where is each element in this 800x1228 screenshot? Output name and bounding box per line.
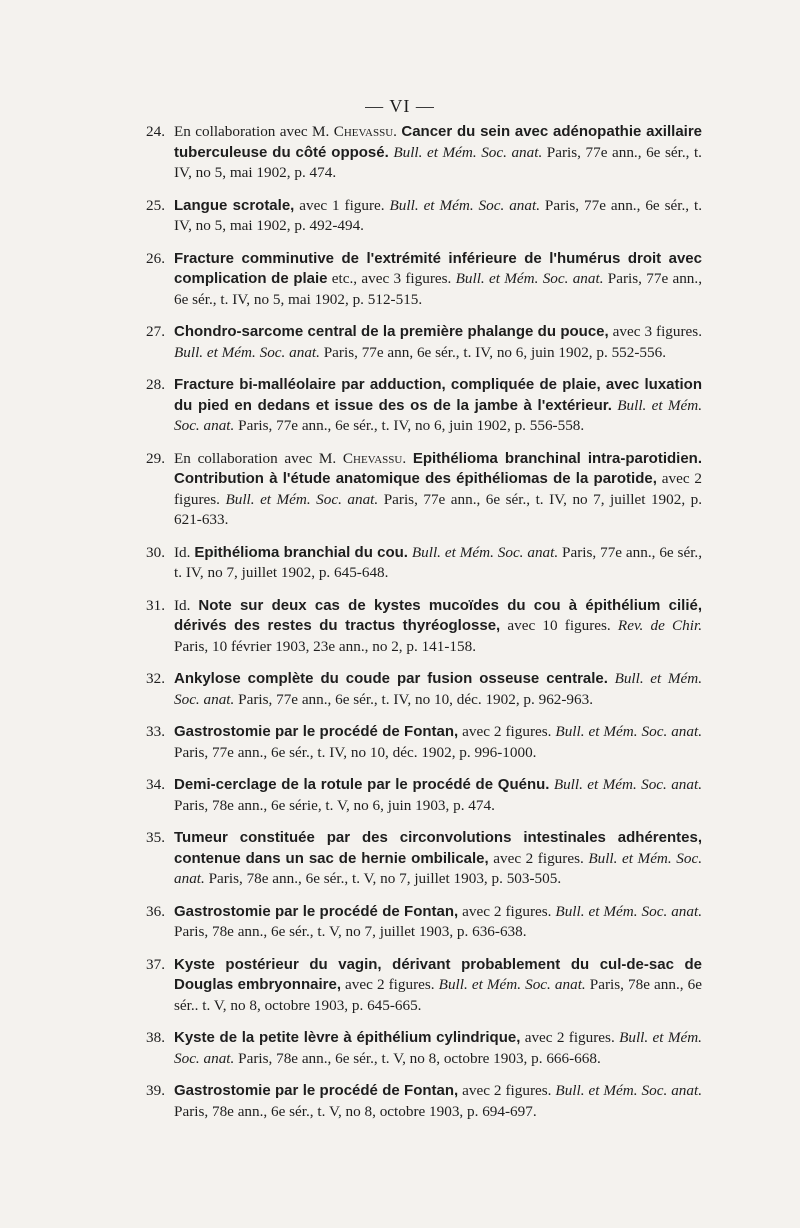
entry-note: avec 2 figures.: [488, 849, 589, 867]
entry-journal: Bull. et Mém. Soc. anat.: [174, 396, 702, 434]
bibliography-entry: [146, 322, 702, 363]
entry-lead: Id.: [174, 596, 199, 614]
entry-number: 27.: [146, 323, 165, 340]
bibliography-entry: [146, 775, 702, 816]
entry-details: Paris, 78e ann., 6e sér., t. V, no 7, juillet 1903, p. 503-505.: [204, 870, 562, 887]
entry-number: 33.: [146, 723, 165, 740]
bibliography-entry: [146, 955, 702, 1017]
entry-lead: Id.: [174, 543, 195, 561]
entry-title: Gastrostomie par le procédé de Fontan,: [174, 1082, 459, 1099]
entry-journal: Bull. et Mém. Soc. anat.: [555, 1082, 702, 1099]
entry-details: Paris, 78e ann., 6e sér.. t. V, no 8, octobre 1903, p. 645-665.: [174, 976, 702, 1014]
entry-number: 24.: [146, 123, 165, 140]
entry-lead: En collaboration avec M.: [174, 123, 334, 140]
entry-number: 28.: [146, 376, 165, 393]
bibliography-entry: [146, 375, 702, 437]
entry-details: Paris, 78e ann., 6e série, t. V, no 6, juin 1903, p. 474.: [174, 796, 495, 814]
entry-title: Chondro-sarcome central de la première phalange du pouce,: [174, 323, 609, 340]
entry-note: avec 2 figures.: [458, 723, 556, 740]
entry-lead: En collaboration avec M.: [174, 449, 343, 467]
bibliography-entry: [146, 543, 702, 584]
bibliography-entry: [146, 196, 702, 237]
entry-number: 37.: [146, 955, 165, 973]
entry-journal: Bull. et Mém. Soc. anat.: [225, 490, 379, 508]
entry-note: avec 3 figures.: [608, 323, 702, 340]
entry-title: Gastrostomie par le procédé de Fontan,: [174, 723, 459, 740]
entry-journal: Bull. et Mém. Soc. anat.: [555, 902, 702, 920]
entry-journal: Bull. et Mém. Soc. anat.: [411, 543, 559, 561]
entry-number: 36.: [146, 902, 165, 920]
entry-number: 31.: [146, 596, 165, 614]
entry-separator: .: [402, 449, 413, 467]
entry-title: Gastrostomie par le procédé de Fontan,: [174, 902, 459, 920]
entry-title: Tumeur constituée par des circonvolutions intestinales adhérentes, contenue dans un sac de hernie ombilicale,: [174, 829, 702, 867]
entry-note: avec 2 figures.: [458, 902, 556, 920]
entry-title: Epithélioma branchial du cou.: [194, 543, 408, 561]
bibliography-entry: [146, 249, 702, 311]
entry-details: Paris, 78e ann., 6e sér., t. V, no 7, juillet 1903, p. 636-638.: [174, 923, 527, 940]
entry-journal: Bull. et Mém. Soc. anat.: [393, 143, 543, 161]
entry-title: Ankylose complète du coude par fusion osseuse centrale.: [174, 670, 608, 687]
entry-details: Paris, 10 février 1903, 23e ann., no 2, p. 141-158.: [174, 637, 477, 655]
entry-title: Note sur deux cas de kystes mucoïdes du cou à épithélium cilié, dérivés des restes du tractus thyréoglosse,: [174, 596, 703, 634]
entry-details: Paris, 77e ann., 6e sér., t. IV, no 10, déc. 1902, p. 996-1000.: [174, 743, 537, 761]
entry-details: Paris, 77e ann., 6e sér., t. IV, no 5, mai 1902, p. 474.: [174, 143, 702, 181]
entry-number: 25.: [146, 196, 165, 214]
entry-coauthor: Chevassu: [342, 449, 403, 467]
entry-journal: Bull. et Mém. Soc. anat.: [174, 849, 702, 887]
entry-details: Paris, 77e ann., 6e sér., t. IV, no 5, mai 1902, p. 492-494.: [174, 196, 703, 234]
entry-separator: .: [393, 123, 402, 140]
bibliography-entry: [146, 669, 702, 710]
entry-number: 30.: [146, 543, 165, 561]
entry-journal: Bull. et Mém. Soc. anat.: [455, 270, 604, 287]
entry-details: Paris, 77e ann., 6e sér., t. IV, no 10, déc. 1902, p. 962-963.: [234, 690, 594, 708]
entry-title: Demi-cerclage de la rotule par le procédé de Quénu.: [174, 776, 550, 793]
entry-number: 35.: [146, 829, 165, 846]
entry-note: avec 2 figures.: [174, 470, 702, 508]
entry-number: 26.: [146, 249, 165, 267]
entry-title: Langue scrotale,: [174, 196, 295, 214]
entry-coauthor: Chevassu: [333, 123, 394, 140]
entry-note: avec 2 figures.: [340, 976, 439, 993]
entry-note: avec 2 figures.: [458, 1082, 556, 1099]
entry-journal: Bull. et Mém. Soc. anat.: [553, 776, 702, 793]
entry-details: Paris, 77e ann., 6e sér., t. IV, no 7, juillet 1902, p. 621-633.: [174, 490, 702, 528]
entry-note: [608, 670, 615, 687]
entry-number: 29.: [146, 449, 165, 467]
entry-title: Kyste postérieur du vagin, dérivant probablement du cul-de-sac de Douglas embryonnaire,: [174, 955, 702, 993]
entry-details: Paris, 78e ann., 6e sér., t. V, no 8, octobre 1903, p. 694-697.: [174, 1102, 537, 1120]
entry-journal: Bull. et Mém. Soc. anat.: [174, 1029, 702, 1067]
entry-title: Kyste de la petite lèvre à épithélium cylindrique,: [174, 1029, 521, 1046]
entry-details: Paris, 77e ann., 6e sér., t. IV, no 5, mai 1902, p. 512-515.: [174, 270, 702, 308]
entry-journal: Bull. et Mém. Soc. anat.: [174, 343, 320, 361]
entry-number: 39.: [146, 1082, 165, 1099]
bibliography-entry: [146, 828, 702, 890]
entry-details: Paris, 77e ann, 6e sér., t. IV, no 6, juin 1902, p. 552-556.: [319, 343, 666, 361]
entry-title: Cancer du sein avec adénopathie axillaire tuberculeuse du côté opposé.: [174, 123, 703, 161]
bibliography-entry: [146, 449, 702, 531]
entry-journal: Bull. et Mém. Soc. anat.: [174, 670, 702, 708]
bibliography-entry: [146, 902, 702, 943]
entry-number: 38.: [146, 1029, 165, 1046]
entry-title: Epithélioma branchinal intra-parotidien. Contribution à l'étude anatomique des épithéliomas de la parotide,: [174, 449, 703, 487]
entry-number: 34.: [146, 776, 165, 793]
bibliography-entry: [146, 1081, 702, 1122]
page-number: — VI —: [365, 96, 435, 116]
entry-note: avec 2 figures.: [520, 1029, 620, 1046]
bibliography-entry: [146, 722, 702, 763]
bibliography-entry: [146, 122, 702, 184]
entry-journal: Bull. et Mém. Soc. anat.: [555, 723, 702, 740]
bibliography-entry: [146, 1028, 702, 1069]
entry-note: avec 10 figures.: [500, 617, 618, 634]
bibliography-entry: [146, 596, 702, 658]
bibliography-list: [146, 122, 702, 1134]
entry-title: Fracture comminutive de l'extrémité inférieure de l'humérus droit avec complication de plaie: [174, 249, 702, 287]
entry-journal: Bull. et Mém. Soc. anat.: [438, 976, 586, 993]
entry-journal: Bull. et Mém. Soc. anat.: [389, 196, 540, 214]
entry-details: Paris, 78e ann., 6e sér., t. V, no 8, octobre 1903, p. 666-668.: [234, 1049, 601, 1067]
entry-details: Paris, 77e ann., 6e sér., t. IV, no 6, juin 1902, p. 556-558.: [234, 417, 585, 434]
entry-journal: Rev. de Chir.: [617, 617, 703, 634]
entry-note: etc., avec 3 figures.: [327, 270, 456, 287]
entry-number: 32.: [146, 670, 165, 687]
entry-note: avec 1 figure.: [294, 196, 390, 214]
entry-details: Paris, 77e ann., 6e sér., t. IV, no 7, juillet 1902, p. 645-648.: [174, 543, 703, 581]
entry-title: Fracture bi-malléolaire par adduction, compliquée de plaie, avec luxation du pied en dedans et issue des os de la jambe à l'extérieur.: [174, 376, 702, 414]
